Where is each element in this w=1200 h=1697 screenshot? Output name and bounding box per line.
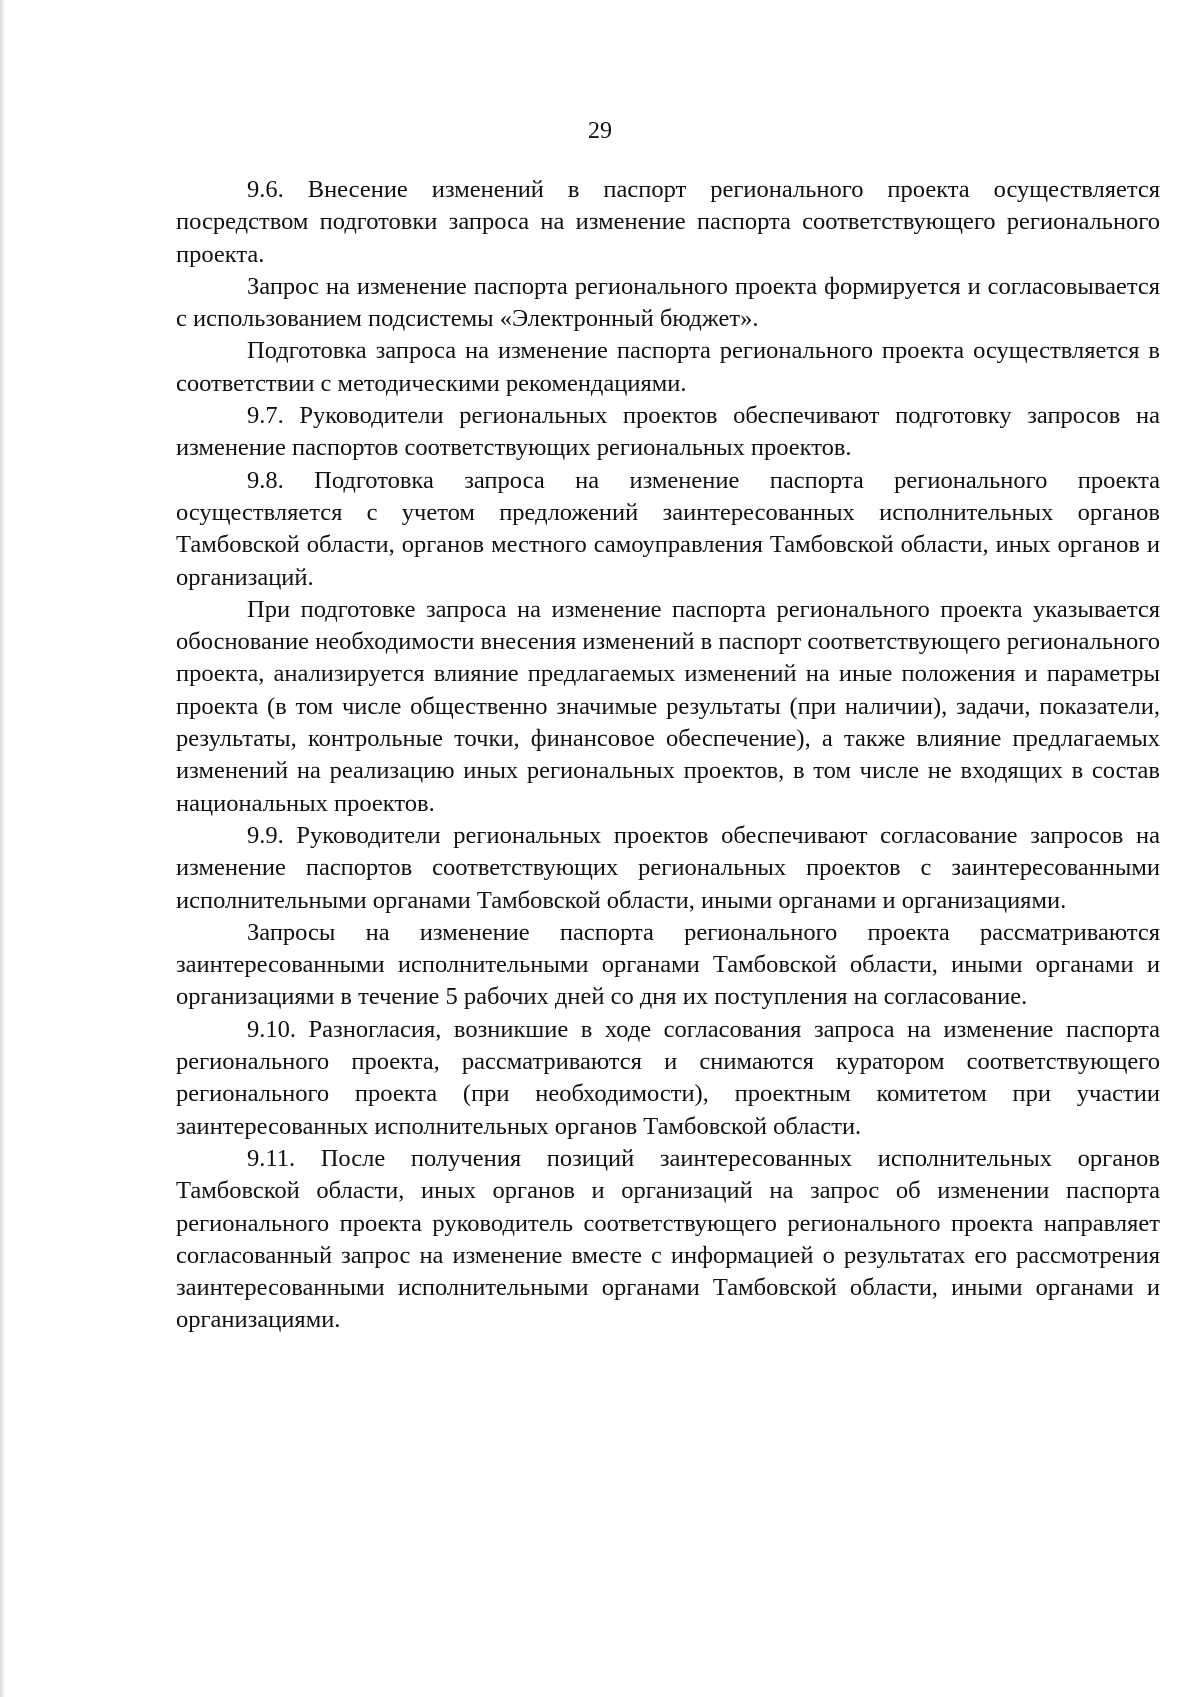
paragraph-review-period: Запросы на изменение паспорта регионального проекта рассматриваются заинтересованными исполнительными органами Тамбовской области, иными органами и организациями в течение 5 рабочих дней со дня их поступления на согласование. bbox=[176, 918, 1160, 1011]
paragraph-9-8: 9.8. Подготовка запроса на изменение паспорта регионального проекта осуществляется с учетом предложений заинтересованных исполнительных органов Тамбовской области, органов местного самоуправления Тамбовской области, иных органов и организаций. bbox=[176, 466, 1160, 591]
paragraph-9-6: 9.6. Внесение изменений в паспорт регионального проекта осуществляется посредством подготовки запроса на изменение паспорта соответствующего регионального проекта. bbox=[176, 176, 1160, 268]
paragraph-request-preparation: Подготовка запроса на изменение паспорта регионального проекта осуществляется в соответствии с методическими рекомендациями. bbox=[176, 337, 1160, 397]
paragraph-9-9: 9.9. Руководители региональных проектов обеспечивают согласование запросов на изменение паспортов соответствующих региональных проектов с заинтересованными исполнительными органами Тамбовской области, иными органами и организациями. bbox=[176, 821, 1160, 914]
scan-edge-shadow bbox=[0, 0, 6, 1697]
paragraph-request-formation: Запрос на изменение паспорта регионального проекта формируется и согласовывается с использованием подсистемы «Электронный бюджет». bbox=[176, 272, 1160, 333]
paragraph-9-11: 9.11. После получения позиций заинтересованных исполнительных органов Тамбовской области, иных органов и организаций на запрос об изменении паспорта регионального проекта руководитель соответствующего регионального проекта направляет согласованный запрос на изменение вместе с информацией о результатах его рассмотрения заинтересованными исполнительными органами Тамбовской области, иными органами и организациями. bbox=[176, 1144, 1160, 1334]
paragraph-9-10: 9.10. Разногласия, возникшие в ходе согласования запроса на изменение паспорта регионального проекта, рассматриваются и снимаются куратором соответствующего регионального проекта (при необходимости), проектным комитетом при участии заинтересованных исполнительных органов Тамбовской области. bbox=[176, 1015, 1160, 1140]
paragraph-9-7: 9.7. Руководители региональных проектов обеспечивают подготовку запросов на изменение паспортов соответствующих региональных проектов. bbox=[176, 402, 1160, 462]
document-body bbox=[176, 174, 1160, 1337]
paragraph-justification: При подготовке запроса на изменение паспорта регионального проекта указывается обоснование необходимости внесения изменений в паспорт соответствующего регионального проекта, анализируется влияние предлагаемых изменений на иные положения и параметры проекта (в том числе общественно значимые результаты (при наличии), задачи, показатели, результаты, контрольные точки, финансовое обеспечение), а также влияние предлагаемых изменений на реализацию иных региональных проектов, в том числе не входящих в состав национальных проектов. bbox=[176, 595, 1160, 817]
page-number: 29 bbox=[588, 118, 612, 144]
